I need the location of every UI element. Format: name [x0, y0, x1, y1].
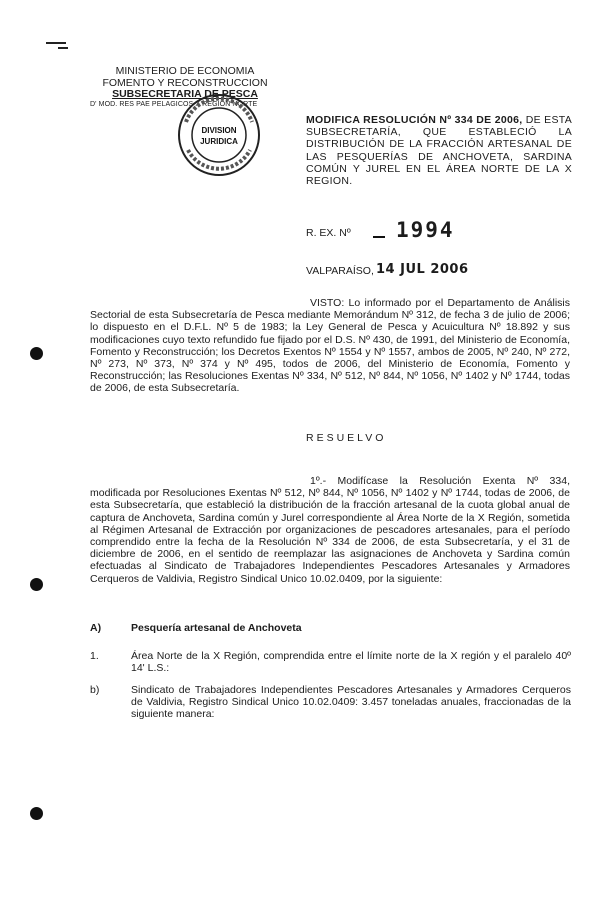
- seal-text: JURIDICA: [200, 137, 238, 146]
- punch-hole-mark: [30, 807, 43, 820]
- ministry-line: SUBSECRETARIA DE PESCA: [112, 88, 258, 100]
- margin-dash: [58, 47, 68, 49]
- resolution-title-bold: MODIFICA RESOLUCIÓN Nº 334 DE 2006,: [306, 114, 523, 126]
- file-reference: D' MOD. RES PAE PELAGICOS X REGION NORTE: [90, 101, 258, 108]
- list-item: Sindicato de Trabajadores Independientes Pescadores Artesanales y Armadores Cerqueros de Valdivia, Registro Sindical Unico 10.02.0409: 3.457 toneladas anuales, fraccionadas de la siguiente manera:: [131, 684, 571, 721]
- resolution-title: [306, 114, 572, 187]
- resolution-number-label: R. EX. Nº: [306, 227, 351, 239]
- visto-paragraph: VISTO: Lo informado por el Departamento de Análisis Sectorial de esta Subsecretaría de Pesca mediante Memorándum Nº 312, de fecha 3 de julio de 2006; lo dispuesto en el D.F.L. Nº 5 de 1983; la Ley General de Pesca y Acuicultura Nº 18.892 y sus modificaciones cuyo texto refundido fue fijado por el D.S. Nº 430, de 1991, del Ministerio de Economía, Fomento y Reconstrucción; los Decretos Exentos Nº 1554 y Nº 1557, ambos de 2005, Nº 240, Nº 272, Nº 273, Nº 373, Nº 374 y Nº 495, todos de 2006, del Ministerio de Economía, Fomento y Reconstrucción; las Resoluciones Exentas Nº 334, Nº 512, Nº 844, Nº 1056, Nº 1402 y Nº 1744, todas de 2006, de esta Subsecretaría.: [90, 297, 570, 395]
- seal-text: DIVISION: [201, 126, 237, 135]
- ministry-line: FOMENTO Y RECONSTRUCCION: [102, 76, 268, 89]
- margin-dash: [46, 42, 66, 44]
- ministry-line: MINISTERIO DE ECONOMIA: [115, 65, 255, 77]
- section-title: Pesquería artesanal de Anchoveta: [131, 622, 302, 634]
- punch-hole-mark: [30, 347, 43, 360]
- resuelvo-heading: RESUELVO: [306, 432, 387, 444]
- punch-hole-mark: [30, 578, 43, 591]
- division-juridica-seal: [176, 92, 262, 178]
- date-stamp: 14 JUL 2006: [376, 262, 469, 277]
- resolution-title-rest: DE ESTA SUBSECRETARÍA, QUE ESTABLECIÓ LA DISTRIBUCIÓN DE LA FRACCIÓN ARTESANAL DE LAS PESQUERÍAS DE ANCHOVETA, SARDINA COMÚN Y JUREL EN EL ÁREA NORTE DE LA X REGION.: [306, 114, 572, 188]
- article-one-paragraph: 1º.- Modifícase la Resolución Exenta Nº 334, modificada por Resoluciones Exentas Nº 512, Nº 844, Nº 1056, Nº 1402 y Nº 1744, todas de 2006, de esta Subsecretaría, que estableció la distribución de la fracción artesanal de la cuota global anual de captura de Anchoveta, Sardina común y Jurel correspondiente al Área Norte de la X Región, sometida al Régimen Artesanal de Extracción por organizaciones de pescadores artesanales, para el período comprendido entre la fecha de la Resolución Nº 334 de 2006, de esta Subsecretaría, y el 31 de diciembre de 2006, en el sentido de reemplazar las asignaciones de Anchoveta y Sardina común efectuadas al Sindicato de Trabajadores Independientes Pescadores Artesanales y Armadores Cerqueros de Valdivia, Registro Sindical Unico 10.02.0409, por la siguiente:: [90, 475, 570, 585]
- item-number: 1.: [90, 650, 99, 662]
- place-label: VALPARAÍSO,: [306, 265, 374, 277]
- item-letter: b): [90, 684, 100, 696]
- resolution-number: 1994: [396, 218, 455, 242]
- section-letter: A): [90, 622, 102, 634]
- list-item: Área Norte de la X Región, comprendida entre el límite norte de la X región y el paralelo 40º 14' L.S.:: [131, 650, 571, 675]
- number-dash: [373, 236, 385, 238]
